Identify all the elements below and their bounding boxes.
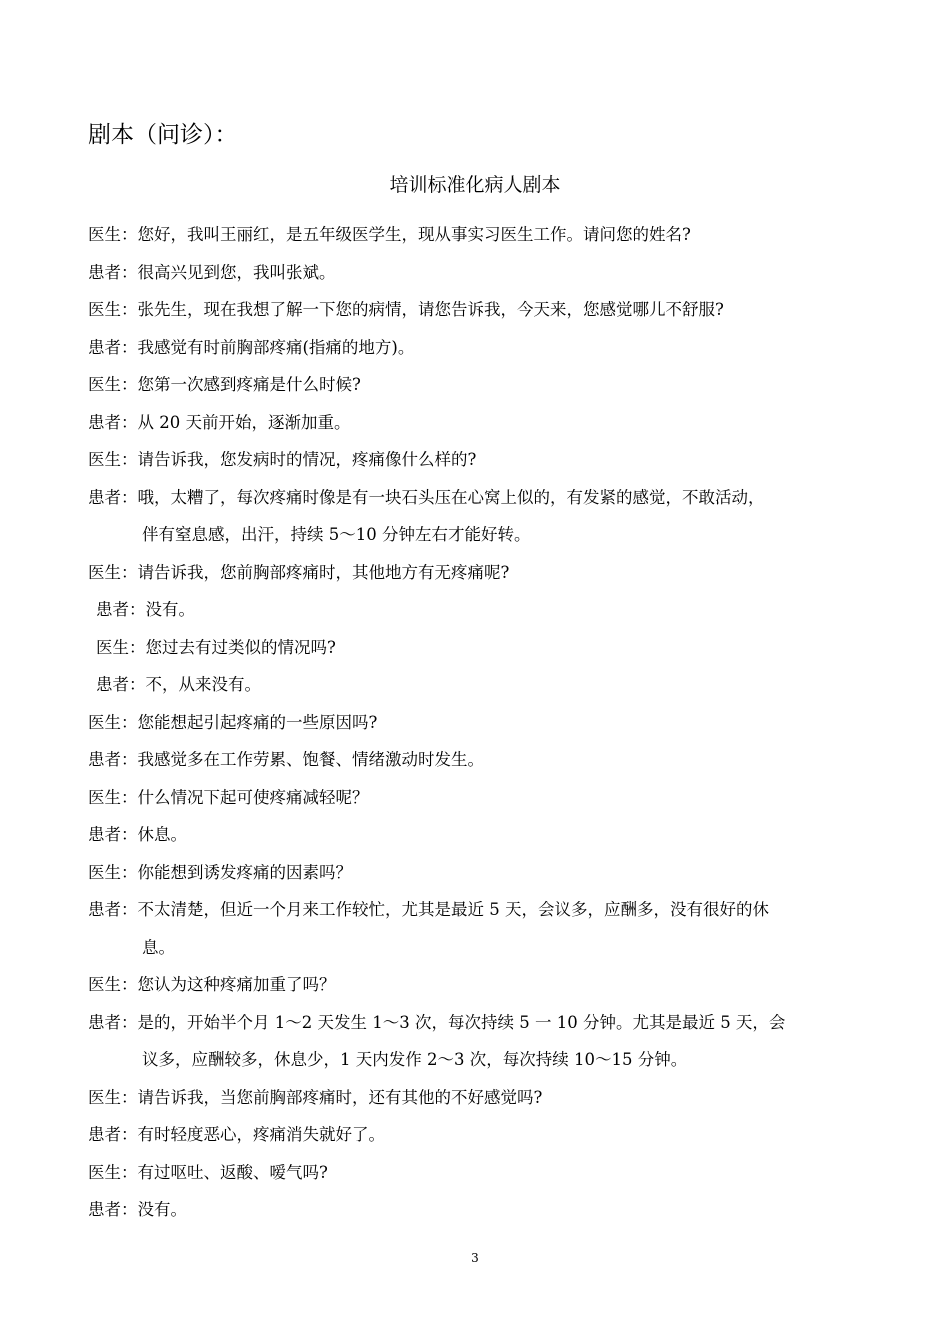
dialogue-line-continuation: 议多，应酬较多，休息少，1 天内发作 2～3 次，每次持续 10～15 分钟。 xyxy=(142,1050,688,1069)
dialogue-line-continuation: 息。 xyxy=(142,937,175,957)
dialogue-line: 患者：没有。 xyxy=(88,1200,187,1219)
section-heading: 剧本（问诊）： xyxy=(88,122,238,148)
dialogue-line: 患者：我感觉有时前胸部疼痛(指痛的地方)。 xyxy=(88,337,415,357)
dialogue-line: 医生：请告诉我，您发病时的情况，疼痛像什么样的? xyxy=(88,450,477,469)
dialogue-line: 医生：您好，我叫王丽红，是五年级医学生，现从事实习医生工作。请问您的姓名? xyxy=(88,225,691,244)
dialogue-line: 患者：我感觉多在工作劳累、饱餐、情绪激动时发生。 xyxy=(88,750,484,769)
dialogue-line: 医生：张先生，现在我想了解一下您的病情，请您告诉我，今天来，您感觉哪儿不舒服? xyxy=(88,300,724,319)
page-number: 3 xyxy=(471,1251,479,1265)
dialogue-line: 医生：您认为这种疼痛加重了吗？ xyxy=(88,975,336,994)
dialogue-line: 医生：有过呕吐、返酸、嗳气吗? xyxy=(88,1162,328,1182)
dialogue-line: 患者：是的，开始半个月 1～2 天发生 1～3 次，每次持续 5 一 10 分钟。尤其是最近 5 天，会 xyxy=(88,1012,786,1032)
dialogue-line: 医生：什么情况下起可使疼痛减轻呢？ xyxy=(88,787,369,807)
dialogue-line: 患者：从 20 天前开始，逐渐加重。 xyxy=(88,412,351,432)
dialogue-body xyxy=(88,216,878,1229)
dialogue-line: 患者：哦，太糟了，每次疼痛时像是有一块石头压在心窝上似的，有发紧的感觉，不敢活动， xyxy=(88,487,765,507)
dialogue-line: 患者：很高兴见到您，我叫张斌。 xyxy=(88,262,336,282)
dialogue-line: 医生：请告诉我，您前胸部疼痛时，其他地方有无疼痛呢? xyxy=(88,562,510,582)
dialogue-line: 医生：请告诉我，当您前胸部疼痛时，还有其他的不好感觉吗? xyxy=(88,1087,543,1107)
dialogue-line: 医生：你能想到诱发疼痛的因素吗？ xyxy=(88,862,352,882)
dialogue-line: 医生：您第一次感到疼痛是什么时候? xyxy=(88,375,361,394)
script-title: 培训标准化病人剧本 xyxy=(389,174,561,196)
dialogue-line: 医生：您能想起引起疼痛的一些原因吗? xyxy=(88,712,378,732)
dialogue-line: 患者：不太清楚，但近一个月来工作较忙，尤其是最近 5 天，会议多，应酬多，没有很好的休 xyxy=(88,900,769,919)
dialogue-line: 医生：您过去有过类似的情况吗? xyxy=(96,637,336,657)
dialogue-line: 患者：休息。 xyxy=(88,825,187,844)
dialogue-line: 患者：不，从来没有。 xyxy=(96,675,261,694)
dialogue-line: 患者：没有。 xyxy=(96,600,195,619)
dialogue-line-continuation: 伴有窒息感，出汗，持续 5～10 分钟左右才能好转。 xyxy=(142,525,531,544)
dialogue-line: 患者：有时轻度恶心，疼痛消失就好了。 xyxy=(88,1125,385,1144)
